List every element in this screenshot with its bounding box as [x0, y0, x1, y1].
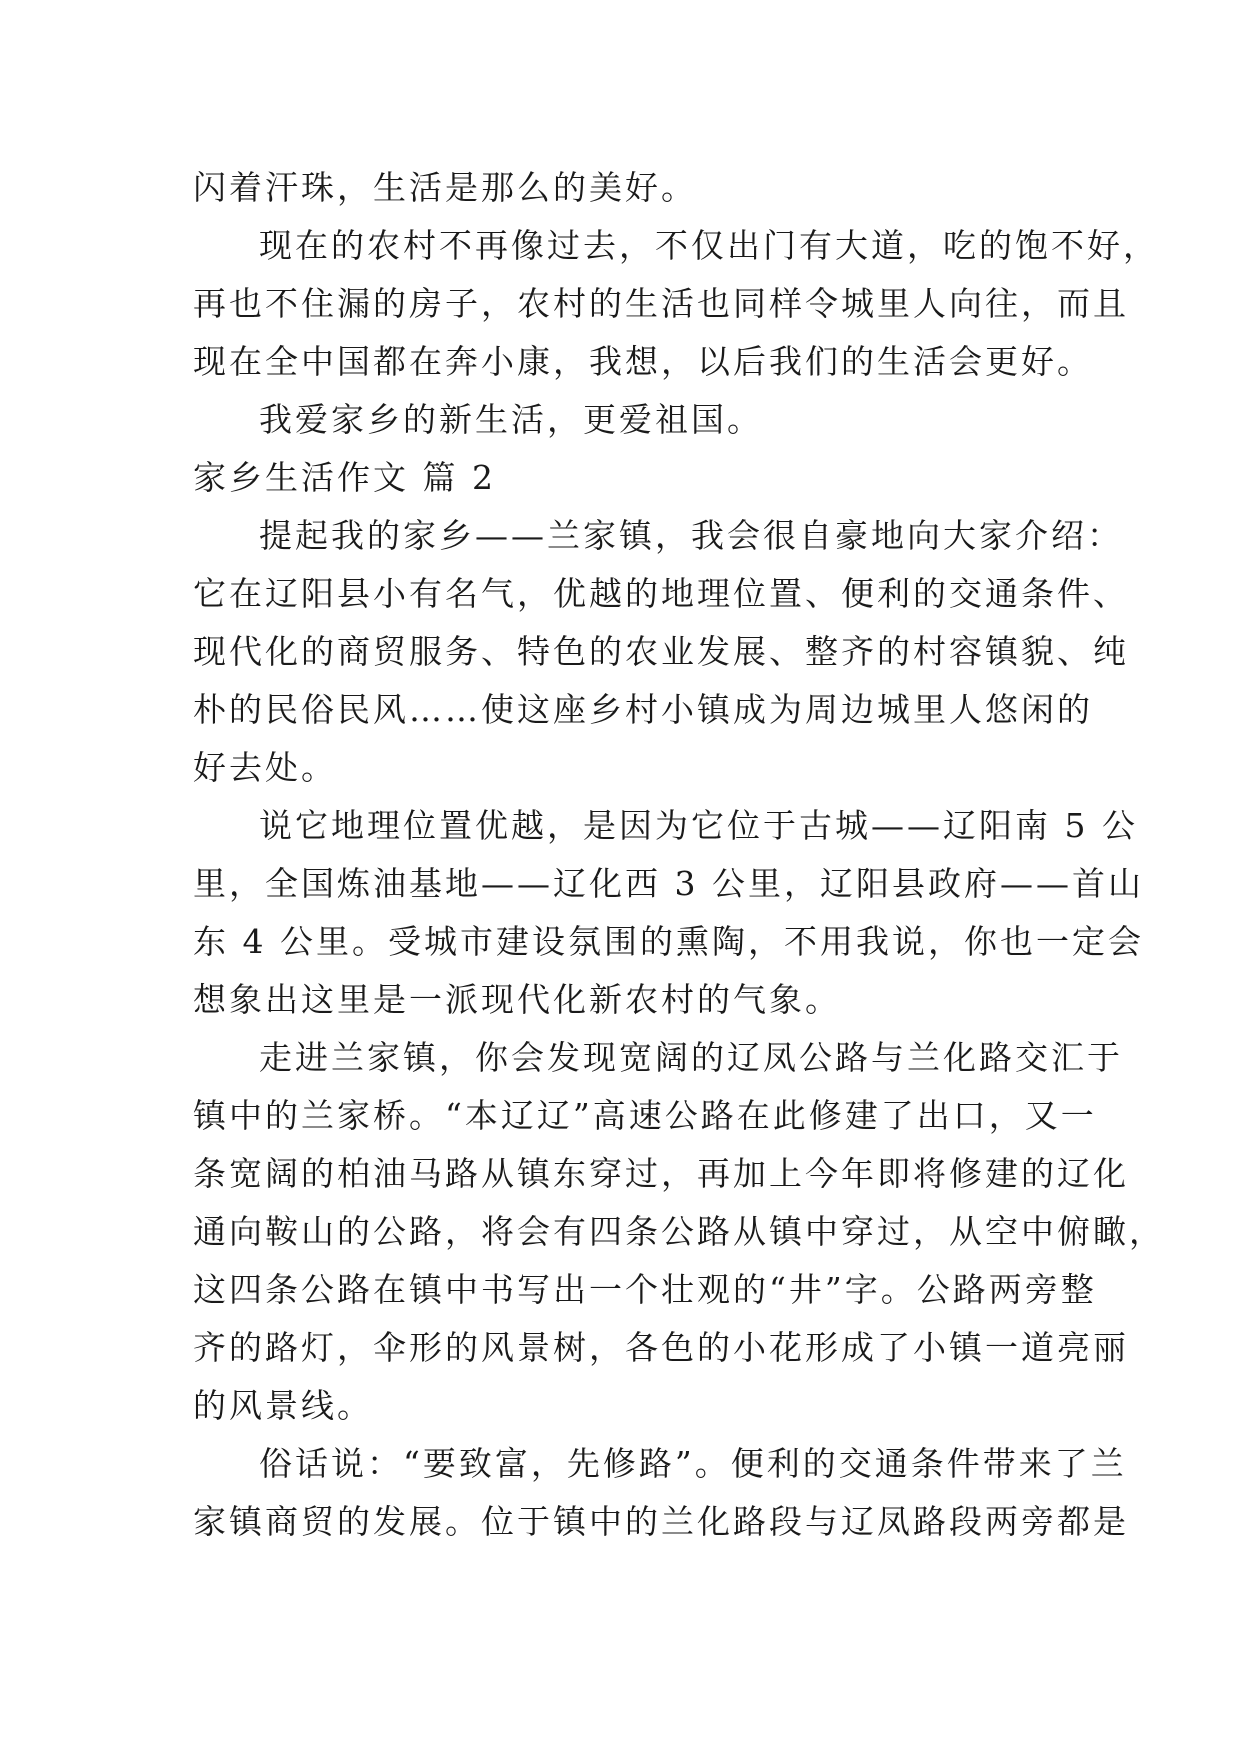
text-line: 俗话说：“要致富，先修路”。便利的交通条件带来了兰: [259, 1444, 1127, 1483]
text-line: 说它地理位置优越，是因为它位于古城——辽阳南 5 公: [259, 806, 1138, 845]
text-line: 现代化的商贸服务、特色的农业发展、整齐的村容镇貌、纯: [193, 632, 1129, 671]
text-line: 家镇商贸的发展。位于镇中的兰化路段与辽凤路段两旁都是: [193, 1502, 1129, 1541]
text-line: 想象出这里是一派现代化新农村的气象。: [193, 980, 841, 1019]
text-line: 里，全国炼油基地——辽化西 3 公里，辽阳县政府——首山: [193, 864, 1144, 903]
text-line: 现在的农村不再像过去，不仅出门有大道，吃的饱不好，: [259, 226, 1159, 265]
text-line: 东 4 公里。受城市建设氛围的熏陶，不用我说，你也一定会: [193, 922, 1144, 961]
text-line: 现在全中国都在奔小康，我想，以后我们的生活会更好。: [193, 342, 1093, 381]
text-line: 闪着汗珠，生活是那么的美好。: [193, 168, 697, 207]
text-line: 再也不住漏的房子，农村的生活也同样令城里人向往，而且: [193, 284, 1129, 323]
text-line: 通向鞍山的公路，将会有四条公路从镇中穿过，从空中俯瞰，: [193, 1212, 1165, 1251]
text-line: 这四条公路在镇中书写出一个壮观的“井”字。公路两旁整: [193, 1270, 1097, 1309]
document-body: [193, 159, 1165, 1551]
text-line: 朴的民俗民风……使这座乡村小镇成为周边城里人悠闲的: [193, 690, 1093, 729]
text-line: 齐的路灯，伞形的风景树，各色的小花形成了小镇一道亮丽: [193, 1328, 1129, 1367]
text-line: 的风景线。: [193, 1386, 373, 1425]
text-line: 我爱家乡的新生活，更爱祖国。: [259, 400, 763, 439]
text-line: 条宽阔的柏油马路从镇东穿过，再加上今年即将修建的辽化: [193, 1154, 1129, 1193]
text-line: 走进兰家镇，你会发现宽阔的辽凤公路与兰化路交汇于: [259, 1038, 1123, 1077]
text-line: 它在辽阳县小有名气，优越的地理位置、便利的交通条件、: [193, 574, 1129, 613]
text-line: 提起我的家乡——兰家镇，我会很自豪地向大家介绍：: [259, 516, 1123, 555]
section-heading: 家乡生活作文 篇 2: [193, 458, 496, 497]
text-line: 好去处。: [193, 748, 337, 787]
text-line: 镇中的兰家桥。“本辽辽”高速公路在此修建了出口，又一: [193, 1096, 1097, 1135]
